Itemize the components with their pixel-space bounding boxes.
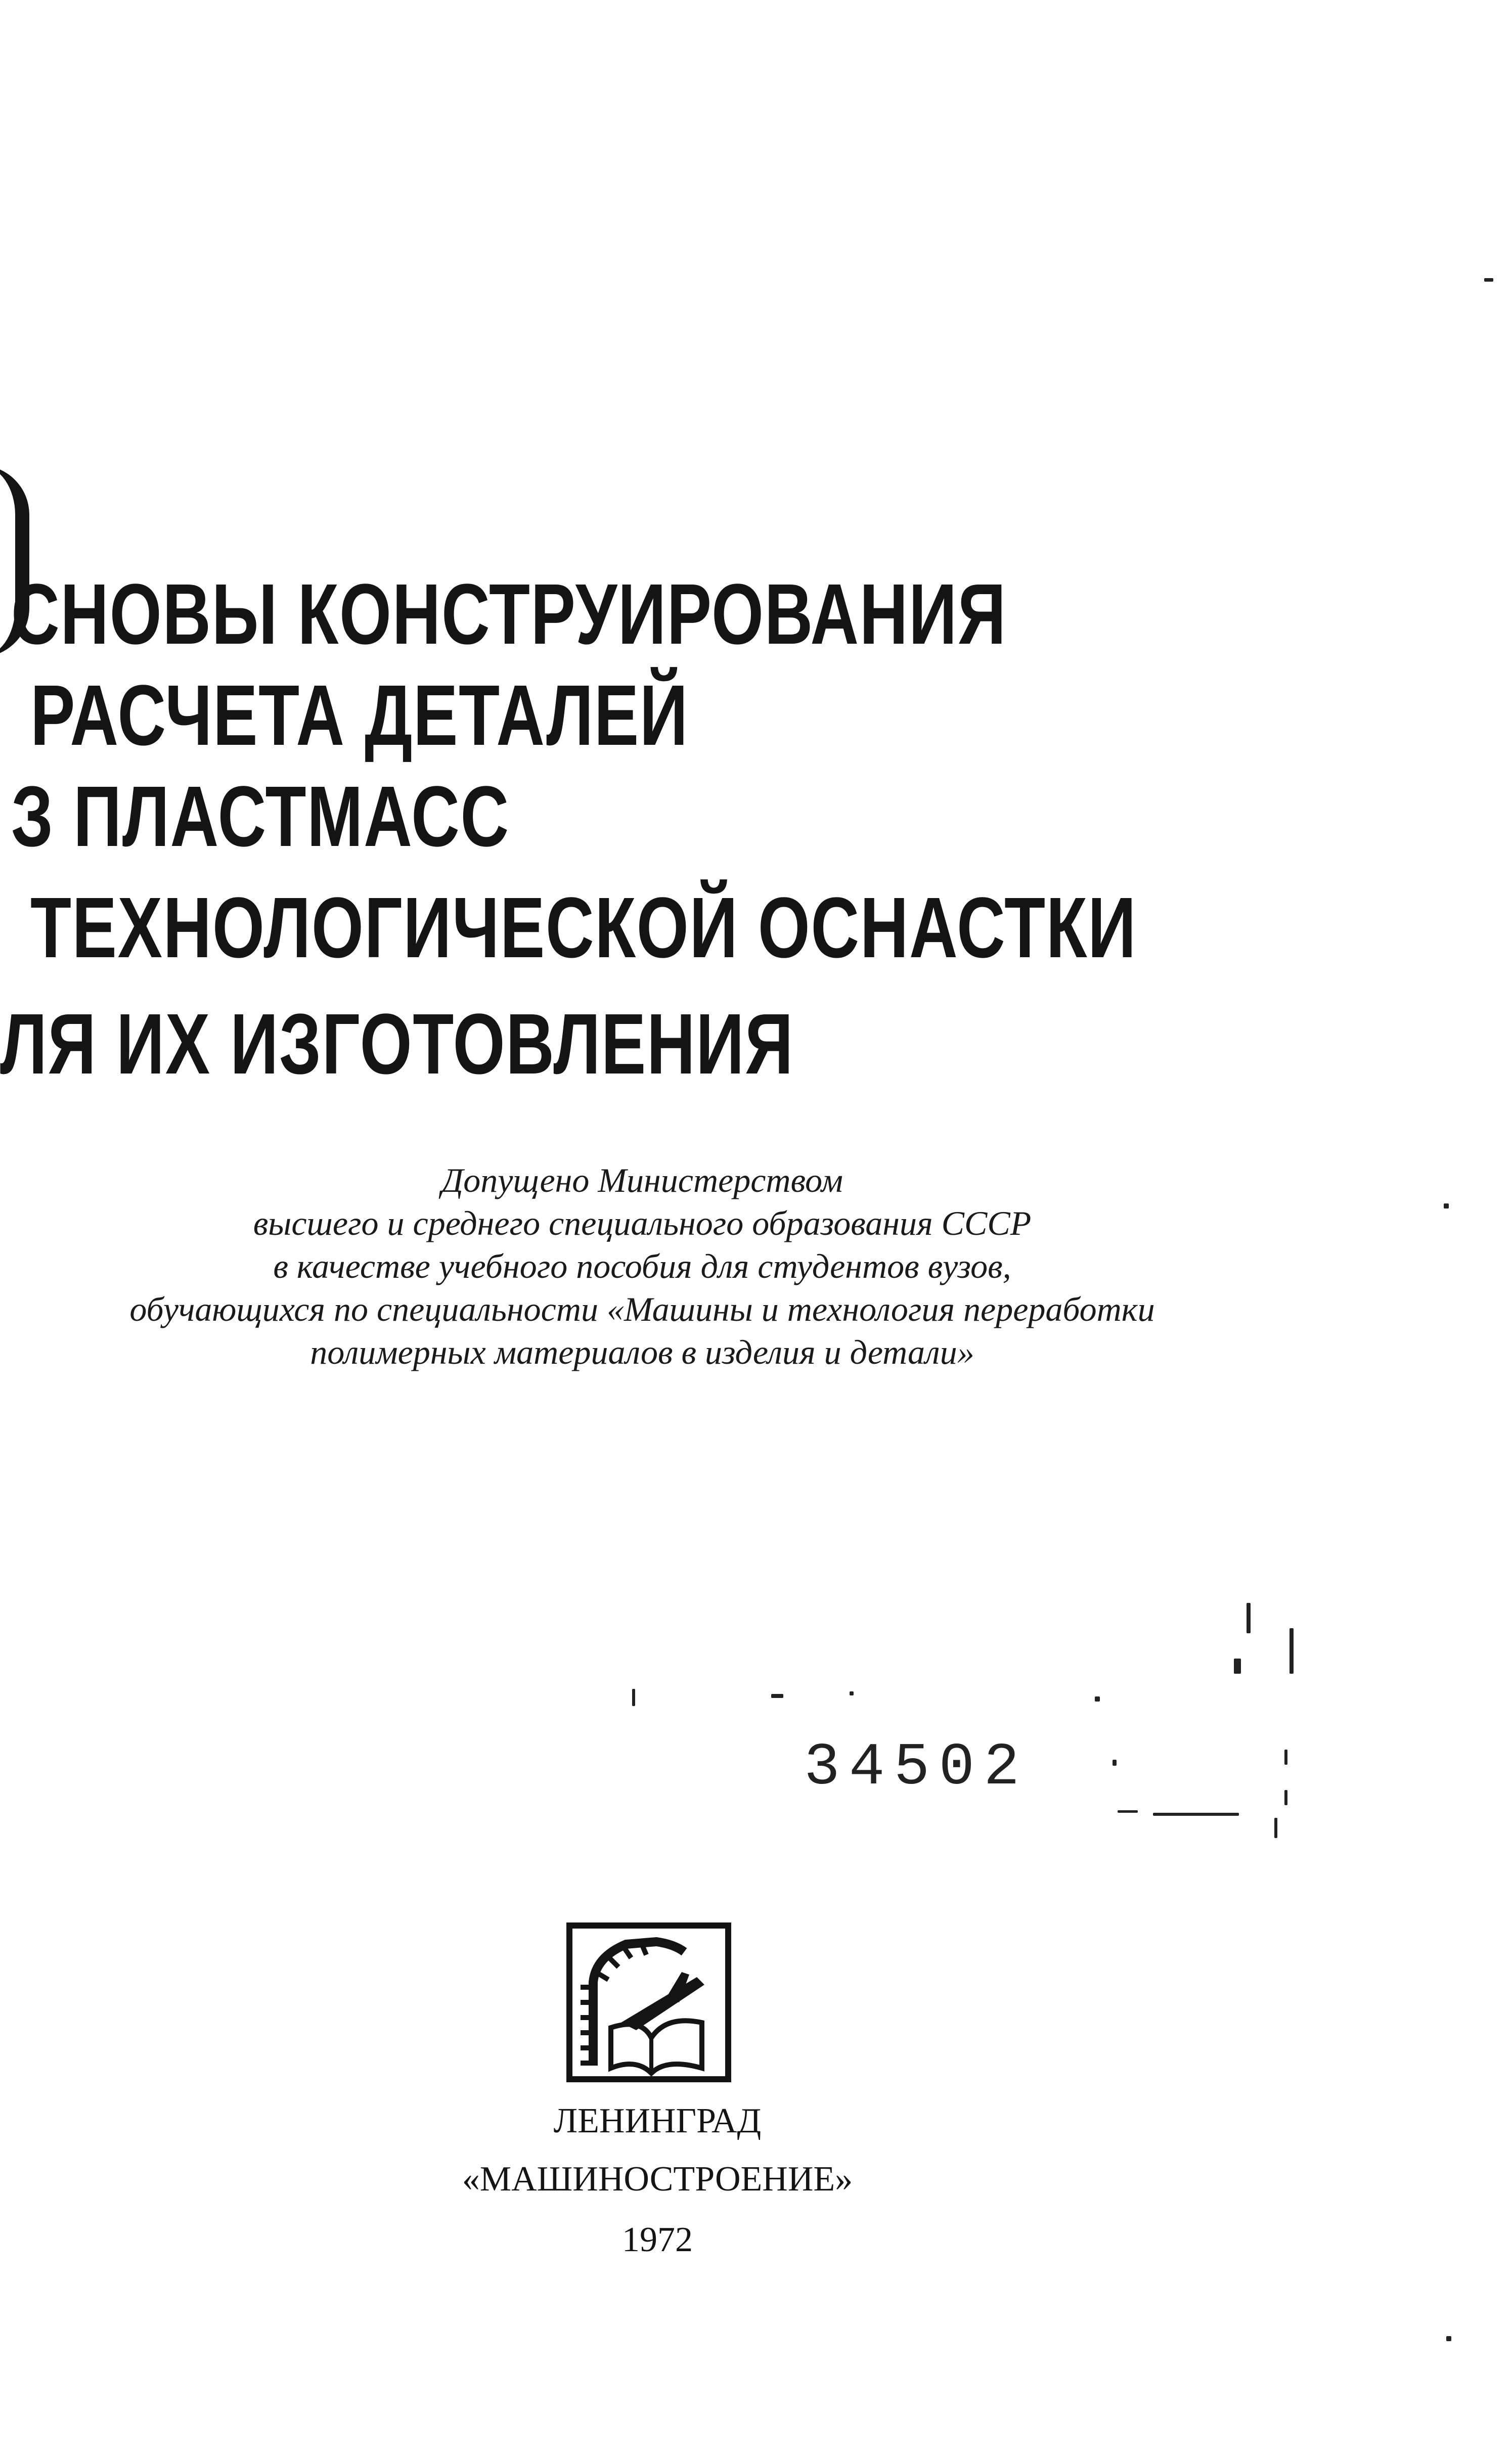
library-stamp-number: 34502 bbox=[804, 1734, 1029, 1802]
title-line-5: ЛЯ ИХ ИЗГОТОВЛЕНИЯ bbox=[0, 996, 794, 1092]
approval-line-3: в качестве учебного пособия для студентов вузов, bbox=[273, 1247, 1011, 1285]
publisher-name: «МАШИНОСТРОЕНИЕ» bbox=[462, 2160, 853, 2199]
approval-line-4: обучающихся по специальности «Машины и технология переработки bbox=[129, 1290, 1155, 1328]
title-line-2: РАСЧЕТА ДЕТАЛЕЙ bbox=[30, 667, 689, 764]
publication-year: 1972 bbox=[622, 2220, 693, 2259]
publisher-logo-icon bbox=[565, 1921, 732, 2083]
title-line-1: СНОВЫ КОНСТРУИРОВАНИЯ bbox=[11, 566, 1007, 662]
title-line-3: З ПЛАСТМАСС bbox=[11, 769, 510, 865]
approval-line-5: полимерных материалов в изделия и детали» bbox=[310, 1333, 974, 1371]
title-line-4: ТЕХНОЛОГИЧЕСКОЙ ОСНАСТКИ bbox=[30, 880, 1137, 976]
approval-line-1: Допущено Министерством bbox=[441, 1161, 843, 1199]
approval-line-2: высшего и среднего специального образования СССР bbox=[253, 1204, 1032, 1242]
publisher-city: ЛЕНИНГРАД bbox=[553, 2101, 762, 2140]
